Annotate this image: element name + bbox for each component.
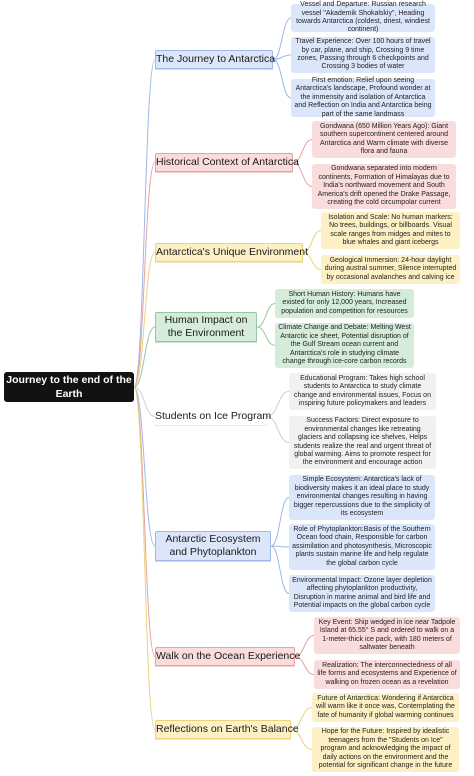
- leaf-vessel-and-departure[interactable]: Vessel and Departure: Russian research vessel "Akademik Shokalskiy", Heading towards Antarctica (coldest, driest, windiest continent): [291, 4, 435, 32]
- leaf-realization[interactable]: Realization: The interconnectedness of all life forms and ecosystems and Experience of walking on frozen ocean as a revelation: [314, 660, 460, 689]
- leaf-geological-immersion[interactable]: Geological Immersion: 24-hour daylight during austral summer, Silence interrupted by occasional avalanches and calving ice: [321, 255, 460, 284]
- leaf-short-human-history[interactable]: Short Human History: Humans have existed for only 12,000 years, Increased population and competition for resources: [275, 289, 414, 318]
- branch-students-on-ice[interactable]: Students on Ice Program: [155, 408, 267, 425]
- leaf-simple-ecosystem[interactable]: Simple Ecosystem: Antarctica's lack of biodiversity makes it an ideal place to study environmental changes resulting in having bigger repercussions due to the simplicity of its ecosystem: [289, 475, 435, 520]
- root-connector-6: [134, 387, 155, 657]
- leaf-hope-for-the-future[interactable]: Hope for the Future: Inspired by idealistic teenagers from the "Students on Ice" program and acknowledging the impact of daily actions on the environment and the potential for significant change in the future: [312, 727, 459, 772]
- branch-historical-context[interactable]: Historical Context of Antarctica: [155, 153, 293, 172]
- branch-walk-on-ocean[interactable]: Walk on the Ocean Experience: [155, 647, 295, 666]
- branch-reflections[interactable]: Reflections on Earth's Balance: [155, 720, 291, 739]
- leaf-gondwana-separated[interactable]: Gondwana separated into modern continents, Formation of Himalayas due to India's northward movement and South America's drift opened the Drake Passage, creating the cold circumpolar current: [312, 164, 456, 209]
- branch-human-impact[interactable]: Human Impact on the Environment: [155, 312, 257, 342]
- leaf-connector-5-0: [271, 498, 289, 547]
- root-connector-0: [134, 60, 155, 388]
- leaf-isolation-and-scale[interactable]: Isolation and Scale: No human markers: No trees, buildings, or billboards. Visual scale ranges from midges and mites to blue whales and giant icebergs: [321, 212, 460, 249]
- leaf-gondwana[interactable]: Gondwana (650 Million Years Ago): Giant southern supercontinent centered around Antarctica and Warm climate with diverse flora and fauna: [312, 121, 456, 158]
- leaf-connector-5-2: [271, 546, 289, 594]
- leaf-connector-3-1: [257, 327, 275, 346]
- leaf-environmental-impact[interactable]: Environmental Impact: Ozone layer depletion affecting phytoplankton productivity, Disruption in marine animal and bird life and Potential impacts on the global carbon cycle: [289, 575, 435, 612]
- branch-unique-environment[interactable]: Antarctica's Unique Environment: [155, 243, 303, 262]
- leaf-educational-program[interactable]: Educational Program: Takes high school students to Antarctica to study climate change and environmental issues, Focus on inspiring future policymakers and leaders: [289, 373, 436, 410]
- root-connector-5: [134, 387, 155, 546]
- branch-journey-to-antarctica[interactable]: The Journey to Antarctica: [155, 50, 273, 69]
- leaf-future-of-antarctica[interactable]: Future of Antarctica: Wondering if Antarctica will warm like it once was, Contemplating the fate of humanity if global warming continues: [312, 693, 459, 722]
- leaf-connector-3-0: [257, 304, 275, 328]
- branch-ecosystem-phytoplankton[interactable]: Antarctic Ecosystem and Phytoplankton: [155, 531, 271, 561]
- leaf-connector-5-1: [271, 546, 289, 547]
- root-connector-4: [134, 387, 155, 417]
- leaf-climate-change-and-debate[interactable]: Climate Change and Debate: Melting West Antarctic ice sheet, Potential disruption of the Gulf Stream ocean current and Antarctica's role in studying climate change through ice-core carbon records: [275, 323, 414, 368]
- leaf-role-of-phytoplankton[interactable]: Role of Phytoplankton:Basis of the Southern Ocean food chain, Responsible for carbon assimilation and photosynthesis, Microscopic plants sustain marine life and help regulate the global carbon cycle: [289, 524, 435, 570]
- root-connector-1: [134, 163, 155, 388]
- root-connector-3: [134, 327, 155, 387]
- leaf-key-event[interactable]: Key Event: Ship wedged in ice near Tadpole Island at 65.55° S and ordered to walk on a 1-meter-thick ice pack, with 180 meters of saltwater beneath: [314, 617, 460, 654]
- leaf-connector-0-1: [273, 55, 291, 60]
- leaf-travel-experience[interactable]: Travel Experience: Over 100 hours of travel by car, plane, and ship, Crossing 9 time zones, Passing through 6 checkpoints and Crossing 3 bodies of water: [291, 37, 435, 73]
- root-topic[interactable]: Journey to the end of the Earth: [4, 372, 134, 402]
- leaf-first-emotion[interactable]: First emotion: Relief upon seeing Antarctica's landscape, Profound wonder at the immensity and isolation of Antarctica and Reflection on India and Antarctica being part of the same landmass: [291, 79, 435, 117]
- leaf-connector-0-0: [273, 18, 291, 60]
- root-connector-7: [134, 387, 155, 730]
- root-connector-2: [134, 253, 155, 388]
- leaf-success-factors[interactable]: Success Factors: Direct exposure to environmental changes like retreating glaciers and collapsing ice shelves, Helps students realize the real and urgent threat of global warming. Aims to promote respect for the environment and encourage action: [289, 416, 436, 469]
- leaf-connector-0-2: [273, 60, 291, 99]
